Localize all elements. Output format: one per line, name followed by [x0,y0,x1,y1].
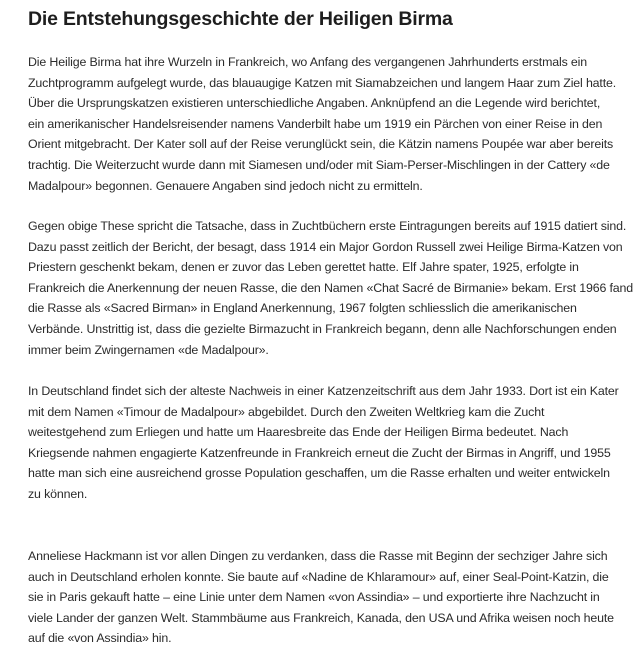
article [28,0,634,646]
text-line: mit dem Namen «Timour de Madalpour» abgebildet. Durch den Zweiten Weltkrieg kam die Zucht [28,404,545,419]
text-line: Verbände. Unstrittig ist, dass die gezielte Birmazucht in Frankreich begann, denn alle Nachforschungen enden [28,321,617,336]
text-line: Die Heilige Birma hat ihre Wurzeln in Frankreich, wo Anfang des vergangenen Jahrhunderts erstmals ein [28,55,588,69]
text-line: Kriegsende nahmen engagierte Katzenfreunde in Frankreich erneut die Zucht der Birmas in Angriff, und 1955 [28,445,611,460]
text-line: auf die «von Assindia» hin. [28,631,172,646]
text-line: sie in Paris gekauft hatte – eine Linie unter dem Namen «von Assindia» – und exportierte ihre Nachzucht in [28,590,600,605]
text-line: Orient mitgebracht. Der Kater soll auf der Reise verunglückt sein, die Kätzin namens Poupée war aber bereits [28,137,614,152]
text-line: In Deutschland findet sich der alteste Nachweis in einer Katzenzeitschrift aus dem Jahr 1933. Dort ist ein Kater [28,384,619,398]
text-line: Anneliese Hackmann ist vor allen Dingen zu verdanken, dass die Rasse mit Beginn der sechziger Jahre sich [28,549,608,563]
text-line: trachtig. Die Weiterzucht wurde dann mit Siamesen und/oder mit Siam-Perser-Mischlingen in der Cattery «de [28,157,610,172]
paragraph-hackmann [28,546,614,649]
text-line: immer beim Zwingernamen «de Madalpour». [28,342,269,357]
text-line: Gegen obige These spricht die Tatsache, dass in Zuchtbüchern erste Eintragungen bereits auf 1915 datiert sind. [28,219,627,233]
text-line: die Rasse als «Sacred Birman» in England Anerkennung, 1967 folgten schliesslich die amerikanischen [28,301,577,316]
text-line: Madalpour» begonnen. Genauere Angaben sind jedoch nicht zu ermitteln. [28,178,423,193]
text-line: Frankreich die Anerkennung der neuen Rasse, die den Namen «Chat Sacré de Birmanie» bekam. Erst 1966 fand [28,280,633,295]
text-line: ein amerikanischer Handelsreisender namens Vanderbilt habe um 1919 ein Pärchen von einer Reise in den [28,116,603,131]
text-line: hatte man sich eine ausreichend grosse Population geschaffen, um die Rasse erhalten und weiter entwickeln [28,466,610,481]
text-line: viele Lander der ganzen Welt. Stammbäume aus Frankreich, Kanada, den USA und Afrika weisen noch heute [28,610,614,625]
page-title: Die Entstehungsgeschichte der Heiligen Birma [28,8,453,30]
text-line: Priestern geschenkt bekam, denen er zuvor das Leben gerettet hatte. Elf Jahre spater, 1925, erfolgte in [28,260,579,275]
text-line: Über die Ursprungskatzen existieren unterschiedliche Angaben. Anknüpfend an die Legende wird berichtet, [28,96,601,111]
paragraph-counter-thesis [28,216,633,360]
text-line: Zuchtprogramm aufgelegt wurde, das blauaugige Katzen mit Siamabzeichen und langem Haar zum Ziel hatte. [28,75,617,90]
paragraph-origins [28,52,616,196]
text-line: zu können. [28,486,88,501]
text-line: weitestgehend zum Erliegen und hatte um Haaresbreite das Ende der Heiligen Birma bedeutet. Nach [28,425,569,440]
text-line: Dazu passt zeitlich der Bericht, der besagt, dass 1914 ein Major Gordon Russell zwei Heilige Birma-Katzen von [28,239,623,254]
text-line: auch in Deutschland erholen konnte. Sie baute auf «Nadine de Khlaramour» auf, einer Seal-Point-Katzin, die [28,569,609,584]
paragraph-germany [28,381,619,505]
